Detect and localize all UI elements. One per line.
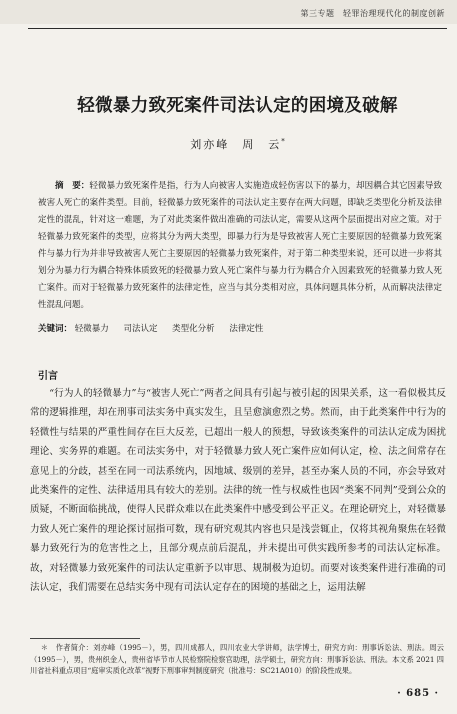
- footnote-rule: [30, 638, 140, 639]
- running-head: 第三专题 轻罪治理现代化的制度创新: [300, 9, 445, 18]
- author-footnote: ＊ 作者简介：刘亦峰（1995－），男，四川成都人，四川农业大学讲师，法学博士，研究方向：刑事诉讼法、刑法。周云（1995－），男，贵州织金人，贵州省毕节市人民检察院检察官助理，法学硕士，研究方向：刑事诉讼法、刑法。本文系 2021 四川省社科重点项目“庭审实质化改革”视野下刑事审判制度研究（批准号：SC21A010）的阶段性成果。: [30, 643, 444, 675]
- header-rule: [28, 28, 447, 29]
- keyword: 类型化分析: [172, 324, 215, 334]
- section-heading: 引言: [38, 371, 58, 382]
- author-footnote-mark: *: [281, 137, 285, 146]
- author-names: 刘亦峰 周 云: [190, 138, 282, 151]
- keyword: 轻微暴力: [74, 324, 109, 334]
- page-number: · 685 ·: [397, 688, 439, 699]
- keyword: 法律定性: [229, 324, 264, 334]
- keywords-label: 关键词：: [38, 324, 73, 334]
- body-paragraph: “行为人的轻微暴力”与“被害人死亡”两者之间具有引起与被引起的因果关系，这一看似极其反常的逻辑推理，却在刑事司法实务中真实发生，且呈愈演愈烈之势。然而，由于此类案件中行为的轻微性与结果的严重性间存在巨大反差，已超出一般人的预想，导致该类案件的司法认定成为困扰理论、实务界的难题。在司法实务中，对于轻微暴力致人死亡案件应如何认定，检、法之间常存在意见上的分歧，甚至在同一司法系统内，因地域、级别的差异，甚至办案人员的不同，亦会导致对此类案件的定性、法律适用具有较大的差别。法律的统一性与权威性也因“类案不同判”受到公众的质疑，不断面临挑战，使得人民群众难以在此类案件中感受到公平正义。在理论研究上，对轻微暴力致人死亡案件的理论探讨屈指可数，现有研究观其内容也只是浅尝辄止，仅将其视角聚焦在轻微暴力致死行为的危害性之上，且部分观点前后混乱，并未提出可供实践所参考的司法认定标准。故，对轻微暴力致死案件的司法认定重新予以审思、规制极为迫切。而要对该类案件进行准确的司法认定，我们需要在总结实务中现有司法认定存在的困境的基础之上，运用法解: [30, 388, 446, 594]
- abstract-text: 轻微暴力致死案件是指，行为人向被害人实施造成轻伤害以下的暴力，却因耦合其它因素导致被害人死亡的案件类型。目前，轻微暴力致死案件的司法认定主要存在两大问题，即缺乏类型化分析及法律定性的混乱，针对这一难题，为了对此类案件做出准确的司法认定，需要从这两个层面提出对应之策。对于轻微暴力致死案件的类型，应将其分为两大类型，即暴力行为是导致被害人死亡主要原因的轻微暴力致死案件与暴力行为并非导致被害人死亡主要原因的轻微暴力致死案件，对于第二种类型来说，还可以进一步将其划分为暴力行为耦合特殊体质致死的轻微暴力致人死亡案件与暴力行为耦合介入因素致死的轻微暴力致人死亡案件。而对于轻微暴力致死案件的法律定性，应当与其分类相对应，具体问题具体分析，从而解决法律定性混乱问题。: [38, 181, 442, 310]
- author-line: [28, 136, 447, 152]
- article-title: 轻微暴力致死案件司法认定的困境及破解: [77, 96, 398, 116]
- abstract: [38, 178, 442, 318]
- abstract-label: 摘 要：: [55, 181, 90, 191]
- keywords: [38, 321, 442, 338]
- keyword: 司法认定: [123, 324, 158, 334]
